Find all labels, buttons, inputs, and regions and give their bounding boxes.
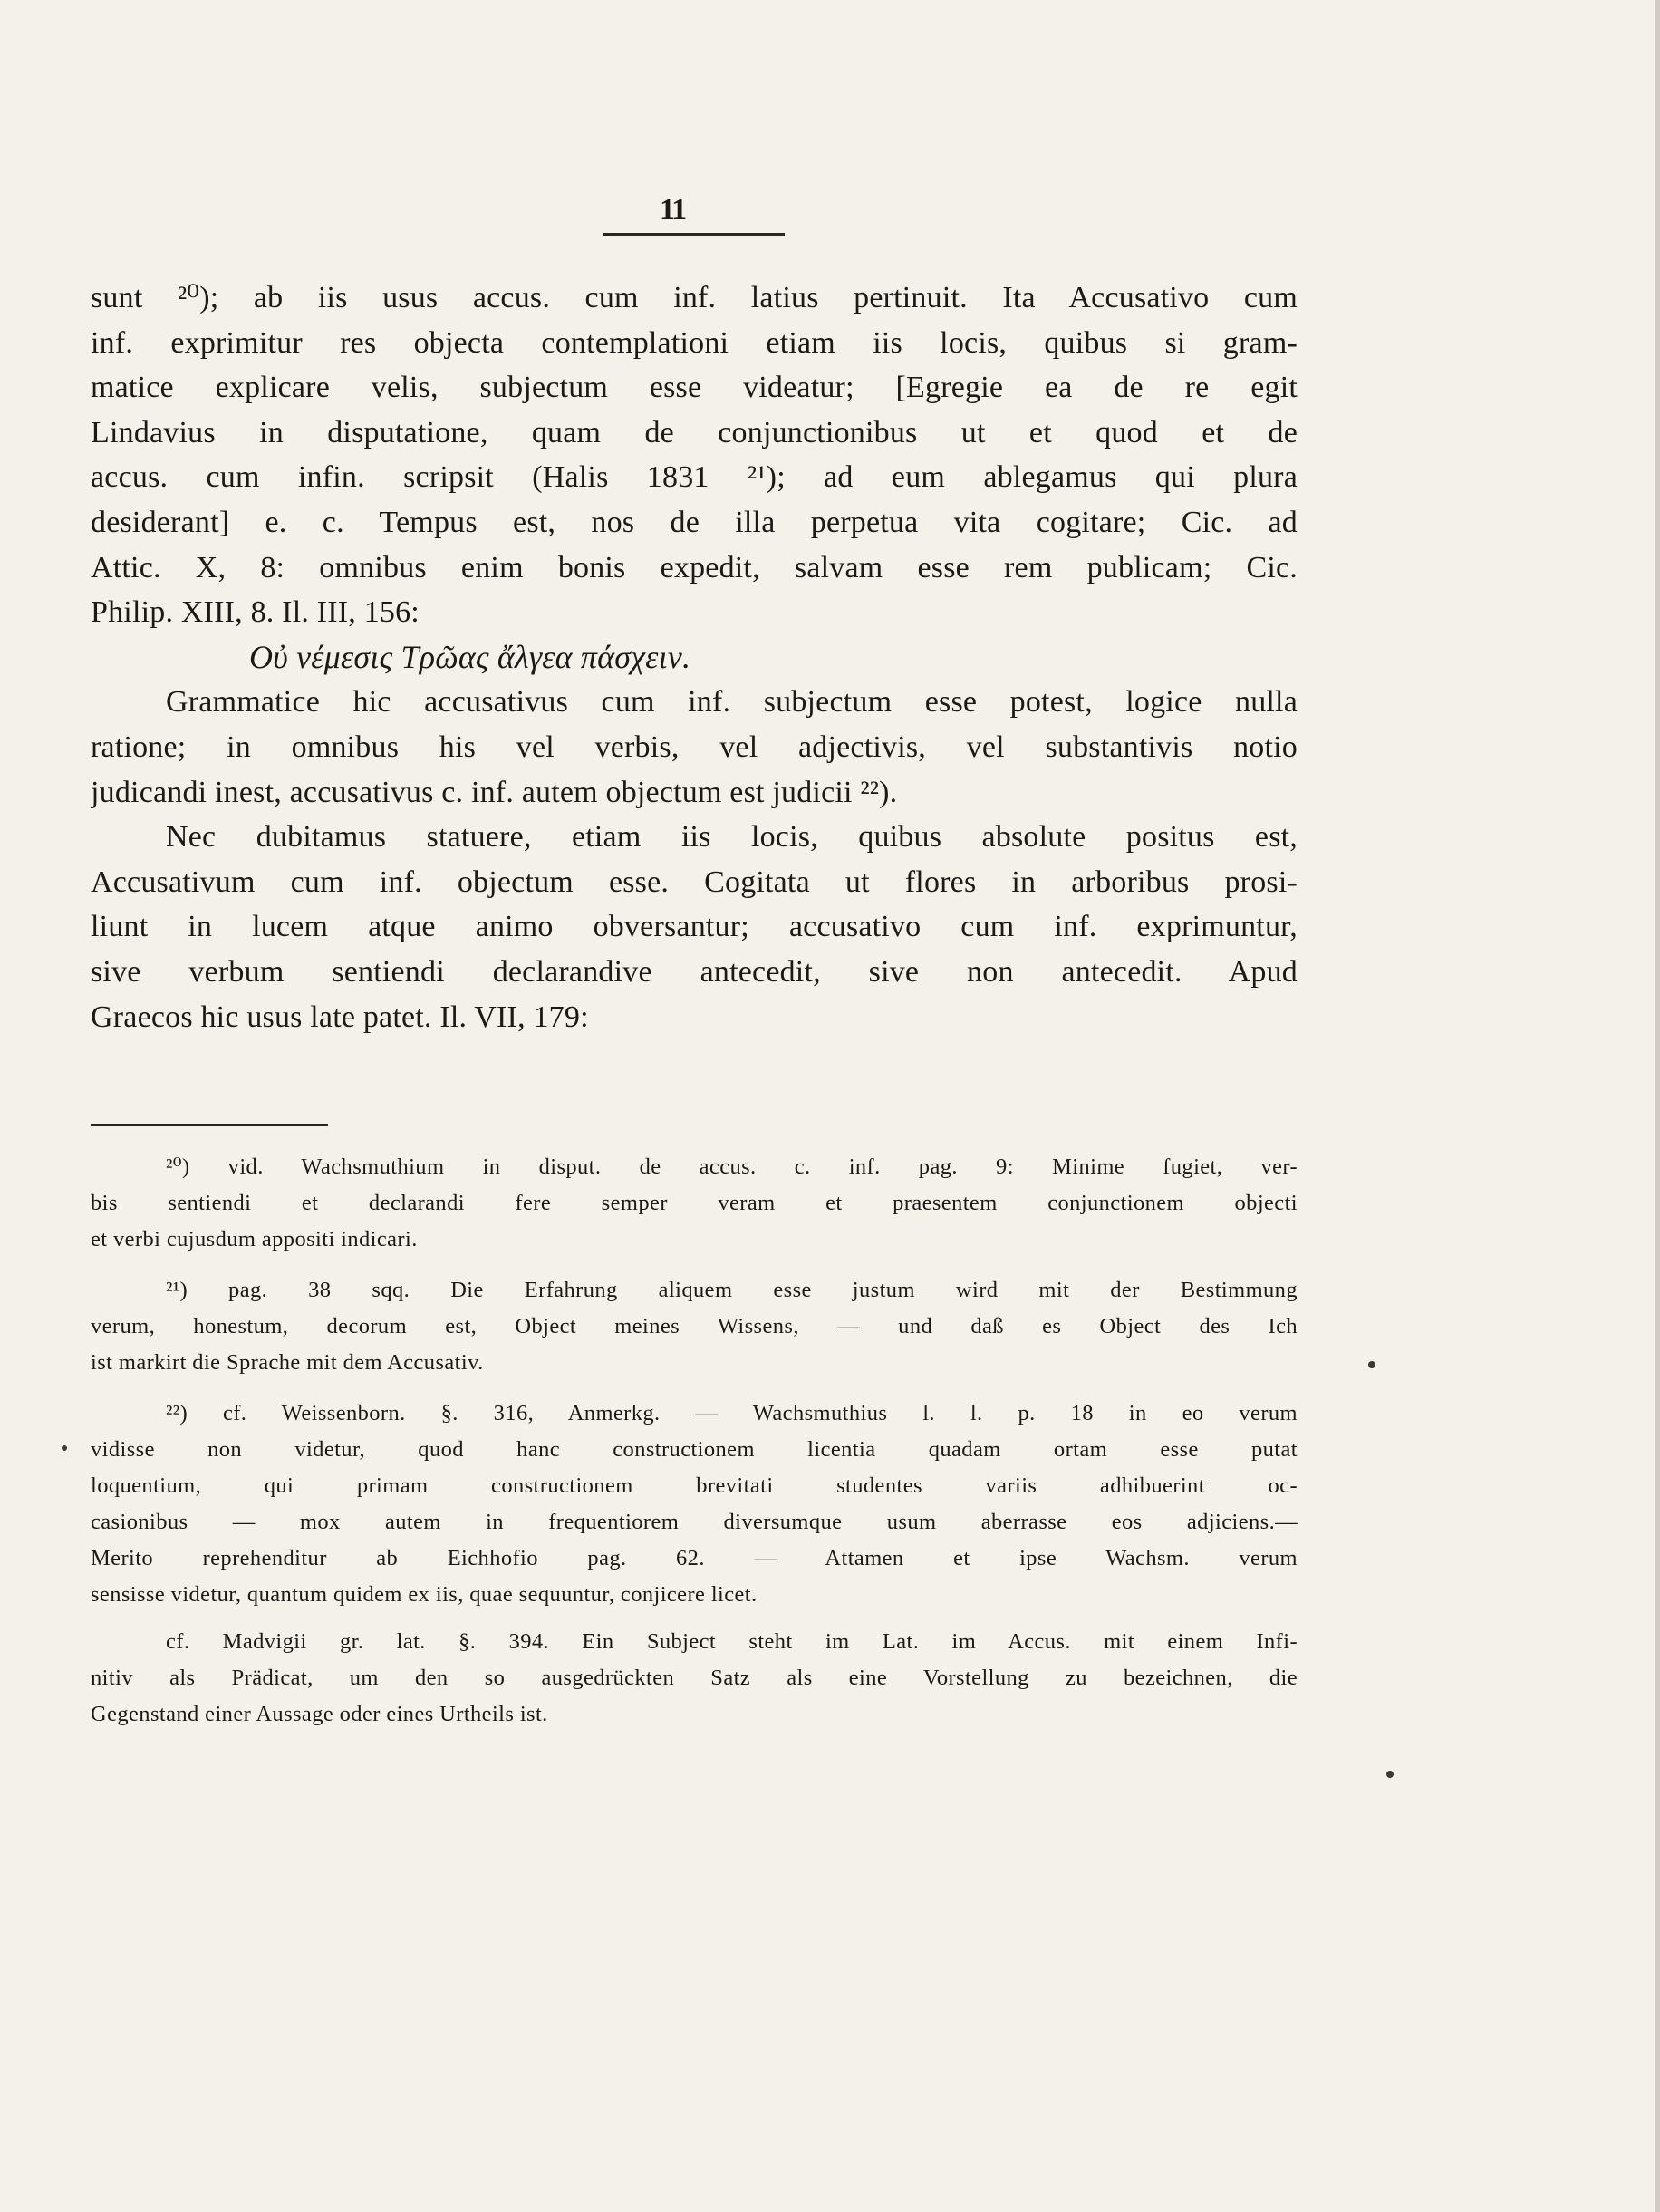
footnote-line: ²¹) pag. 38 sqq. Die Erfahrung aliquem esse justum wird mit der Bestimmung [166,1278,1298,1302]
text-line: Nec dubitamus statuere, etiam iis locis, quibus absolute positus est, [166,820,1298,855]
footnote-line: nitiv als Prädicat, um den so ausgedrückten Satz als eine Vorstellung zu bezeichnen, die [91,1666,1298,1690]
text-line: Accusativum cum inf. objectum esse. Cogitata ut flores in arboribus prosi- [91,865,1298,899]
footnote-cf [91,1624,1298,1733]
page-edge-shadow [1655,0,1660,2212]
greek-quotation: Οὐ νέμεσις Τρῶας ἄλγεα πάσχειν. [249,638,691,675]
footnote-line: ²²) cf. Weissenborn. §. 316, Anmerkg. — Wachsmuthius l. l. p. 18 in eo verum [166,1401,1298,1425]
text-line: Grammatice hic accusativus cum inf. subjectum esse potest, logice nulla [166,685,1298,720]
margin-speck [1386,1771,1394,1778]
footnote-22 [91,1396,1298,1613]
text-line: inf. exprimitur res objecta contemplationi etiam iis locis, quibus si gram- [91,325,1298,360]
footnote-line: verum, honestum, decorum est, Object meines Wissens, — und daß es Object des Ich [91,1314,1298,1338]
text-line: ratione; in omnibus his vel verbis, vel adjectivis, vel substantivis notio [91,729,1298,764]
footnote-line: casionibus — mox autem in frequentiorem diversumque usum aberrasse eos adjiciens.— [91,1510,1298,1534]
footnote-20 [91,1149,1298,1258]
footnote-line: loquentium, qui primam constructionem brevitati studentes variis adhibuerint oc- [91,1473,1298,1498]
text-line: accus. cum infin. scripsit (Halis 1831 ²¹); ad eum ablegamus qui plura [91,460,1298,495]
main-text-block [91,275,1298,1039]
footnote-line: sensisse videtur, quantum quidem ex iis, quae sequuntur, conjicere licet. [91,1582,758,1607]
text-line: Philip. XIII, 8. Il. III, 156: [91,595,420,630]
page-number: 11 [660,193,686,227]
footnote-21 [91,1272,1298,1381]
footnote-line: ²⁰) vid. Wachsmuthium in disput. de accus. c. inf. pag. 9: Minime fugiet, ver- [166,1154,1298,1179]
text-line: desiderant] e. c. Tempus est, nos de illa perpetua vita cogitare; Cic. ad [91,505,1298,539]
header-rule [603,233,785,236]
footnote-line: bis sentiendi et declarandi fere semper veram et praesentem conjunctionem objecti [91,1191,1298,1215]
text-line: sive verbum sentiendi declarandive antecedit, sive non antecedit. Apud [91,954,1298,989]
text-line: matice explicare velis, subjectum esse videatur; [Egregie ea de re egit [91,371,1298,405]
footnote-line: Merito reprehenditur ab Eichhofio pag. 62. — Attamen et ipse Wachsm. verum [91,1546,1298,1570]
footnote-line: Gegenstand einer Aussage oder eines Urtheils ist. [91,1702,548,1726]
text-line: Graecos hic usus late patet. Il. VII, 179: [91,1000,589,1034]
footnote-line: ist markirt die Sprache mit dem Accusativ. [91,1350,484,1375]
footnote-line: et verbi cujusdum appositi indicari. [91,1227,418,1251]
footnote-line: vidisse non videtur, quod hanc constructionem licentia quadam ortam esse putat [91,1437,1298,1462]
text-line: judicandi inest, accusativus c. inf. autem objectum est judicii ²²). [91,775,898,809]
margin-speck [1368,1361,1375,1368]
footnotes-block [91,1149,1298,1733]
text-line: Attic. X, 8: omnibus enim bonis expedit, salvam esse rem publicam; Cic. [91,550,1298,584]
margin-speck [62,1445,67,1451]
text-line: sunt ²⁰); ab iis usus accus. cum inf. latius pertinuit. Ita Accusativo cum [91,281,1298,314]
text-line: liunt in lucem atque animo obversantur; accusativo cum inf. exprimuntur, [91,910,1298,944]
footnote-line: cf. Madvigii gr. lat. §. 394. Ein Subject steht im Lat. im Accus. mit einem Infi- [166,1629,1298,1654]
footnote-rule [91,1124,328,1126]
text-line: Lindavius in disputatione, quam de conjunctionibus ut et quod et de [91,415,1298,449]
